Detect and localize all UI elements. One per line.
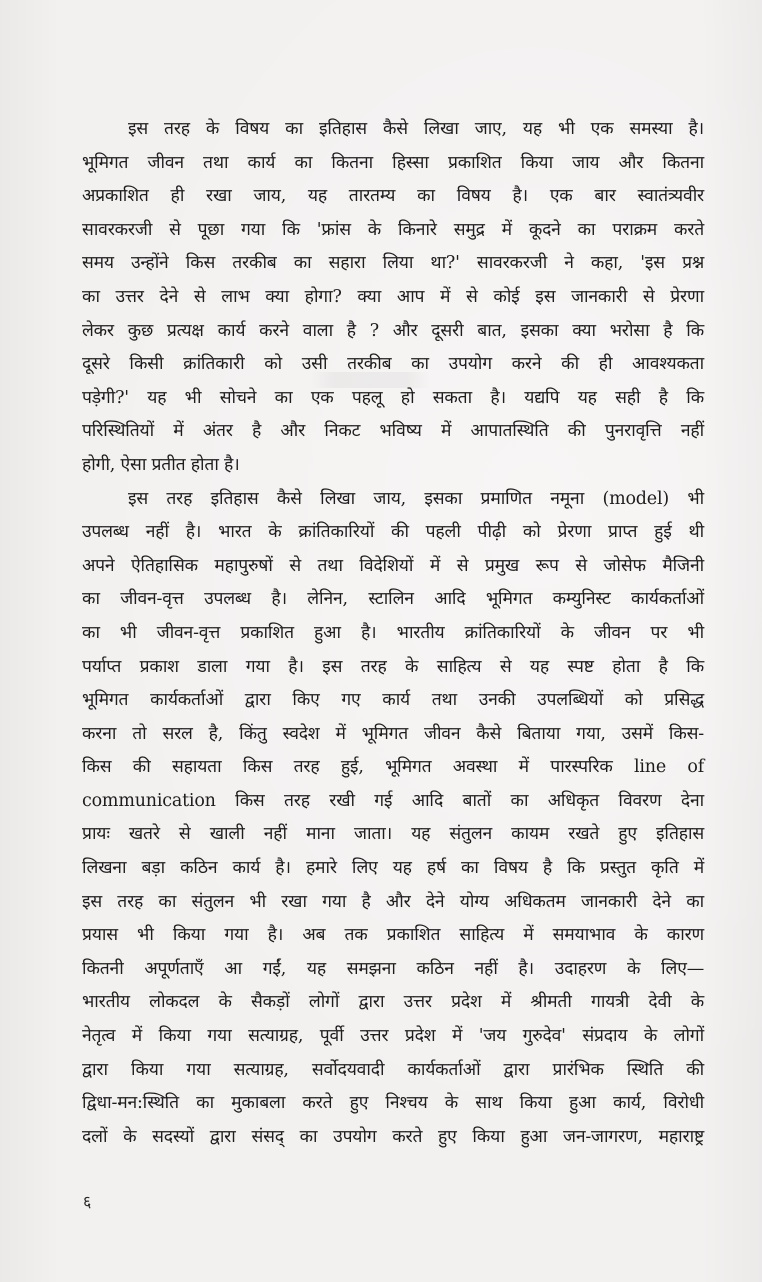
paragraph-2-line-19: द्विधा-मन:स्थिति का मुकाबला करते हुए निश्चय के साथ किया हुआ कार्य, विरोधी bbox=[82, 1093, 704, 1114]
paragraph-2-line-8: करना तो सरल है, किंतु स्वदेश में भूमिगत जीवन कैसे बिताया गया, उसमें किस- bbox=[82, 723, 704, 744]
paragraph-2-line-16: भारतीय लोकदल के सैकड़ों लोगों द्वारा उत्तर प्रदेश में श्रीमती गायत्री देवी के bbox=[82, 992, 704, 1013]
paragraph-1-line-11: होगी, ऐसा प्रतीत होता है। bbox=[82, 454, 240, 475]
paragraph-2-line-2: उपलब्ध नहीं है। भारत के क्रांतिकारियों की पहली पीढ़ी को प्रेरणा प्राप्त हुई थी bbox=[82, 522, 704, 543]
page-number: ६ bbox=[83, 1192, 92, 1211]
paragraph-2-line-7: भूमिगत कार्यकर्ताओं द्वारा किए गए कार्य तथा उनकी उपलब्धियों को प्रसिद्ध bbox=[82, 690, 704, 711]
paragraph-2-line-12: लिखना बड़ा कठिन कार्य है। हमारे लिए यह हर्ष का विषय है कि प्रस्तुत कृति में bbox=[82, 858, 704, 879]
paragraph-1-line-5: समय उन्होंने किस तरकीब का सहारा लिया था?' सावरकरजी ने कहा, 'इस प्रश्न bbox=[82, 253, 704, 274]
paragraph-2-line-4: का जीवन-वृत्त उपलब्ध है। लेनिन, स्टालिन आदि भूमिगत कम्युनिस्ट कार्यकर्ताओं bbox=[82, 589, 704, 610]
paragraph-1-line-9: पड़ेगी?' यह भी सोचने का एक पहलू हो सकता है। यद्यपि यह सही है कि bbox=[82, 387, 704, 408]
paragraph-2-line-14: प्रयास भी किया गया है। अब तक प्रकाशित साहित्य में समयाभाव के कारण bbox=[82, 925, 704, 946]
paragraph-2-line-6: पर्याप्त प्रकाश डाला गया है। इस तरह के साहित्य से यह स्पष्ट होता है कि bbox=[82, 656, 704, 677]
paragraph-2-line-9: किस की सहायता किस तरह हुई, भूमिगत अवस्था में पारस्परिक line of bbox=[82, 757, 704, 778]
paragraph-2-line-20: दलों के सदस्यों द्वारा संसद् का उपयोग करते हुए किया हुआ जन-जागरण, महाराष्ट्र bbox=[82, 1126, 704, 1147]
paragraph-1-line-6: का उत्तर देने से लाभ क्या होगा? क्या आप में से कोई इस जानकारी से प्रेरणा bbox=[82, 286, 704, 307]
paragraph-1-line-2: भूमिगत जीवन तथा कार्य का कितना हिस्सा प्रकाशित किया जाय और कितना bbox=[82, 152, 704, 173]
paragraph-1-line-10: परिस्थितियों में अंतर है और निकट भविष्य में आपातस्थिति की पुनरावृत्ति नहीं bbox=[82, 421, 704, 442]
paragraph-2-line-1: इस तरह इतिहास कैसे लिखा जाय, इसका प्रमाणित नमूना (model) भी bbox=[128, 488, 704, 509]
paragraph-2-line-13: इस तरह का संतुलन भी रखा गया है और देने योग्य अधिकतम जानकारी देने का bbox=[82, 891, 704, 912]
paragraph-2-line-10: communication किस तरह रखी गई आदि बातों का अधिकृत विवरण देना bbox=[82, 790, 704, 811]
paragraph-1-line-1: इस तरह के विषय का इतिहास कैसे लिखा जाए, यह भी एक समस्या है। bbox=[128, 119, 704, 139]
paragraph-1-line-8: दूसरे किसी क्रांतिकारी को उसी तरकीब का उपयोग करने की ही आवश्यकता bbox=[82, 354, 704, 375]
paragraph-1-line-3: अप्रकाशित ही रखा जाय, यह तारतम्य का विषय है। एक बार स्वातंत्र्यवीर bbox=[82, 186, 704, 207]
paragraph-1-line-7: लेकर कुछ प्रत्यक्ष कार्य करने वाला है ? और दूसरी बात, इसका क्या भरोसा है कि bbox=[82, 320, 704, 341]
paragraph-2-line-3: अपने ऐतिहासिक महापुरुषों से तथा विदेशियों में से प्रमुख रूप से जोसेफ मैजिनी bbox=[82, 555, 704, 576]
body-text bbox=[82, 113, 704, 1154]
paragraph-2-line-17: नेतृत्व में किया गया सत्याग्रह, पूर्वी उत्तर प्रदेश में 'जय गुरुदेव' संप्रदाय के लोगों bbox=[82, 1026, 704, 1047]
paragraph-2-line-15: कितनी अपूर्णताएँ आ गईं, यह समझना कठिन नहीं है। उदाहरण के लिए— bbox=[82, 958, 704, 979]
paragraph-2-line-11: प्रायः खतरे से खाली नहीं माना जाता। यह संतुलन कायम रखते हुए इतिहास bbox=[82, 824, 704, 845]
paragraph-2-line-5: का भी जीवन-वृत्त प्रकाशित हुआ है। भारतीय क्रांतिकारियों के जीवन पर भी bbox=[82, 622, 704, 643]
paragraph-1-line-4: सावरकरजी से पूछा गया कि 'फ्रांस के किनारे समुद्र में कूदने का पराक्रम करते bbox=[82, 219, 704, 240]
paragraph-2-line-18: द्वारा किया गया सत्याग्रह, सर्वोदयवादी कार्यकर्ताओं द्वारा प्रारंभिक स्थिति की bbox=[82, 1059, 704, 1080]
